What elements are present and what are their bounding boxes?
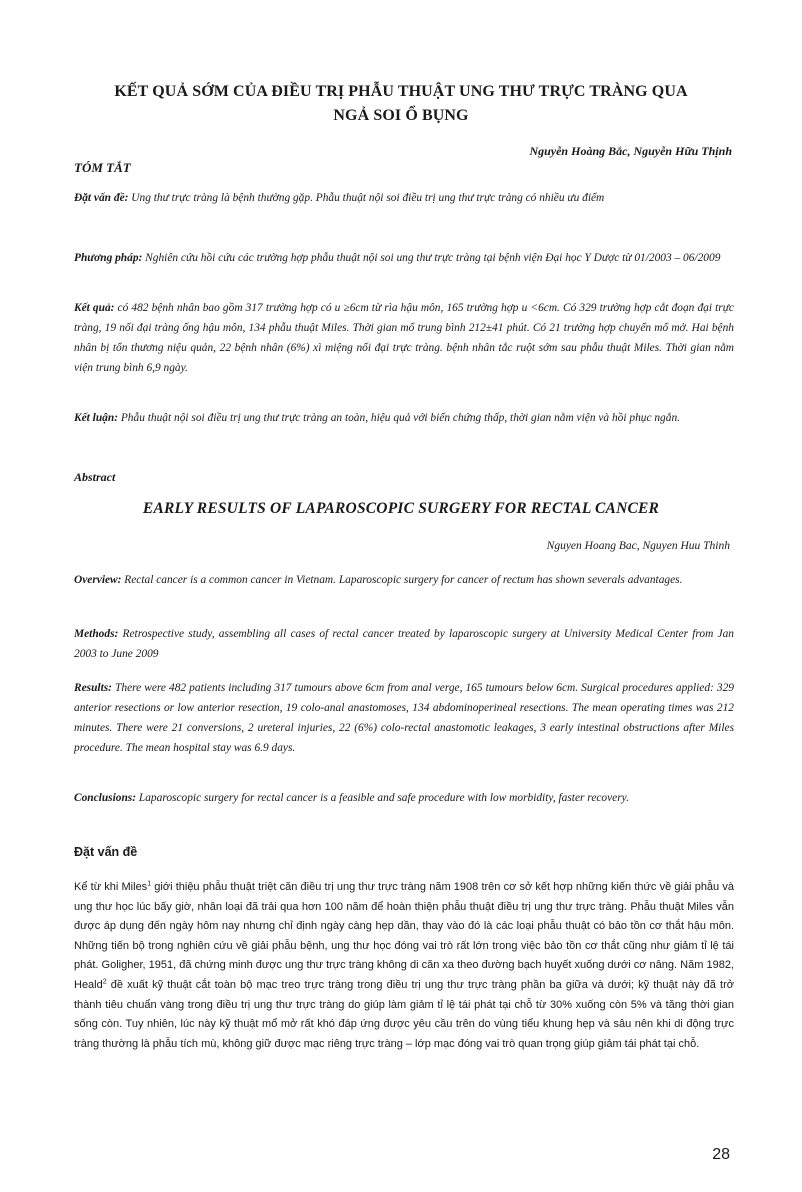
body-part-2: giới thiệu phẫu thuật triệt căn điều trị ung thư trực tràng năm 1908 trên cơ sở kết hợp những kiến thức về giải phẫu và ung thư học lúc bấy giờ, nhân loại đã trải qua hơn 100 năm để hoàn thiện phẫu thuật điều trị ung thư trực tràng. Phẫu thuật Miles vẫn được áp dụng đến ngày hôm nay nhưng chỉ định ngày càng hẹp dần, thay vào đó là các loại phẫu thuật có bảo tồn cơ thắt hậu môn. Những tiến bộ trong nghiên cứu về giải phẫu bệnh, ung thư học đóng vai trò rất lớn trong việc bảo tồn cơ thắt cũng như giảm tỉ lệ tái phát. Goligher, 1951, đã chứng minh được ung thư trực tràng không di căn xa theo đường bạch huyết xuống dưới cơ nâng. Năm 1982, Heald xyxy=(74,881,734,991)
summary-results xyxy=(74,298,734,378)
summary-methods-label: Phương pháp: xyxy=(74,252,143,264)
summary-conclusion-text: Phẫu thuật nội soi điều trị ung thư trực tràng an toàn, hiệu quả với biến chứng thấp, thời gian nằm viện và hồi phục ngắn. xyxy=(118,412,680,424)
summary-results-label: Kết quả: xyxy=(74,302,115,314)
citation-2: 2 xyxy=(102,978,107,986)
summary-results-text: có 482 bệnh nhân bao gồm 317 trường hợp có u ≥6cm từ rìa hậu môn, 165 trường hợp u <6cm. Có 329 trường hợp cắt đoạn đại trực tràng, 19 nối đại tràng ống hậu môn, 134 phẫu thuật Miles. Thời gian mổ trung bình 212±41 phút. Có 21 trường hợp chuyển mổ mở. Hai bệnh nhân bị tổn thương niệu quản, 22 bệnh nhân (6%) xì miệng nối đại trực tràng. bệnh nhân tắc ruột sớm sau phẫu thuật Miles. Thời gian nằm viện trung bình 6,9 ngày. xyxy=(74,302,734,374)
abstract-results-label: Results: xyxy=(74,682,112,694)
summary-heading: TÓM TẮT xyxy=(74,160,131,175)
title-line-1: KẾT QUẢ SỚM CỦA ĐIỀU TRỊ PHẪU THUẬT UNG THƯ TRỰC TRÀNG QUA xyxy=(114,83,688,100)
abstract-overview-label: Overview: xyxy=(74,574,122,586)
article-title-vn xyxy=(70,80,732,128)
authors-vn: Nguyễn Hoàng Bắc, Nguyễn Hữu Thịnh xyxy=(529,144,732,158)
abstract-conclusions xyxy=(74,788,734,808)
abstract-results xyxy=(74,678,734,758)
body-part-3: đề xuất kỹ thuật cắt toàn bộ mạc treo trực tràng trong điều trị ung thư trực tràng phần ba giữa và dưới; kỹ thuật này đã trở thành tiêu chuẩn vàng trong điều trị ung thư trực tràng do giúp làm giảm tỉ lệ tái phát tại chỗ từ 30% xuống còn 5% và tăng thời gian sống còn. Tuy nhiên, lúc này kỹ thuật mổ mở rất khó đáp ứng được yêu cầu trên do vùng tiểu khung hẹp và sâu nên khi di động trực tràng thường là phẫu tích mù, không giữ được mạc riêng trực tràng – lớp mạc đóng vai trò quan trọng giúp giảm tái phát tại chỗ. xyxy=(74,978,734,1050)
section-body-paragraph xyxy=(74,878,734,1054)
article-title-en: EARLY RESULTS OF LAPAROSCOPIC SURGERY FOR RECTAL CANCER xyxy=(142,500,660,517)
section-heading: Đặt vấn đề xyxy=(74,845,138,859)
abstract-methods-text: Retrospective study, assembling all cases of rectal cancer treated by laparoscopic surgery at University Medical Center from Jan 2003 to June 2009 xyxy=(74,628,734,660)
page-number: 28 xyxy=(712,1146,730,1163)
summary-background xyxy=(74,188,734,208)
abstract-heading: Abstract xyxy=(74,470,116,484)
citation-1: 1 xyxy=(147,880,152,888)
summary-background-text: Ung thư trực tràng là bệnh thường gặp. Phẫu thuật nội soi điều trị ung thư trực tràng có nhiều ưu điểm xyxy=(128,192,605,204)
summary-conclusion-label: Kết luận: xyxy=(74,412,118,424)
body-part-1: Kể từ khi Miles xyxy=(74,881,148,893)
summary-background-label: Đặt vấn đề: xyxy=(74,192,129,204)
summary-methods xyxy=(74,248,734,268)
abstract-results-text: There were 482 patients including 317 tumours above 6cm from anal verge, 165 tumours below 6cm. Surgical procedures applied: 329 anterior resections or low anterior resection, 19 colo-anal anastomoses, 134 abdominoperineal resections. The mean operating times was 212 minutes. There were 21 conversions, 2 ureteral injuries, 22 (6%) colo-rectal anastomotic leakages, 3 early intestinal obstructions after Miles procedure. The mean hospital stay was 6.9 days. xyxy=(74,682,734,754)
abstract-overview-text: Rectal cancer is a common cancer in Vietnam. Laparoscopic surgery for cancer of rectum has shown severals advantages. xyxy=(121,574,683,586)
authors-en: Nguyen Hoang Bac, Nguyen Huu Thinh xyxy=(546,540,730,552)
abstract-overview xyxy=(74,570,734,590)
summary-conclusion xyxy=(74,408,734,428)
abstract-methods xyxy=(74,624,734,664)
abstract-methods-label: Methods: xyxy=(74,628,119,640)
title-line-2: NGẢ SOI Ổ BỤNG xyxy=(333,107,469,124)
abstract-conclusions-label: Conclusions: xyxy=(74,792,137,804)
summary-methods-text: Nghiên cứu hồi cứu các trường hợp phẫu thuật nội soi ung thư trực tràng tại bệnh viện Đại học Y Dược từ 01/2003 – 06/2009 xyxy=(142,252,721,264)
abstract-conclusions-text: Laparoscopic surgery for rectal cancer is a feasible and safe procedure with low morbidity, faster recovery. xyxy=(136,792,629,804)
